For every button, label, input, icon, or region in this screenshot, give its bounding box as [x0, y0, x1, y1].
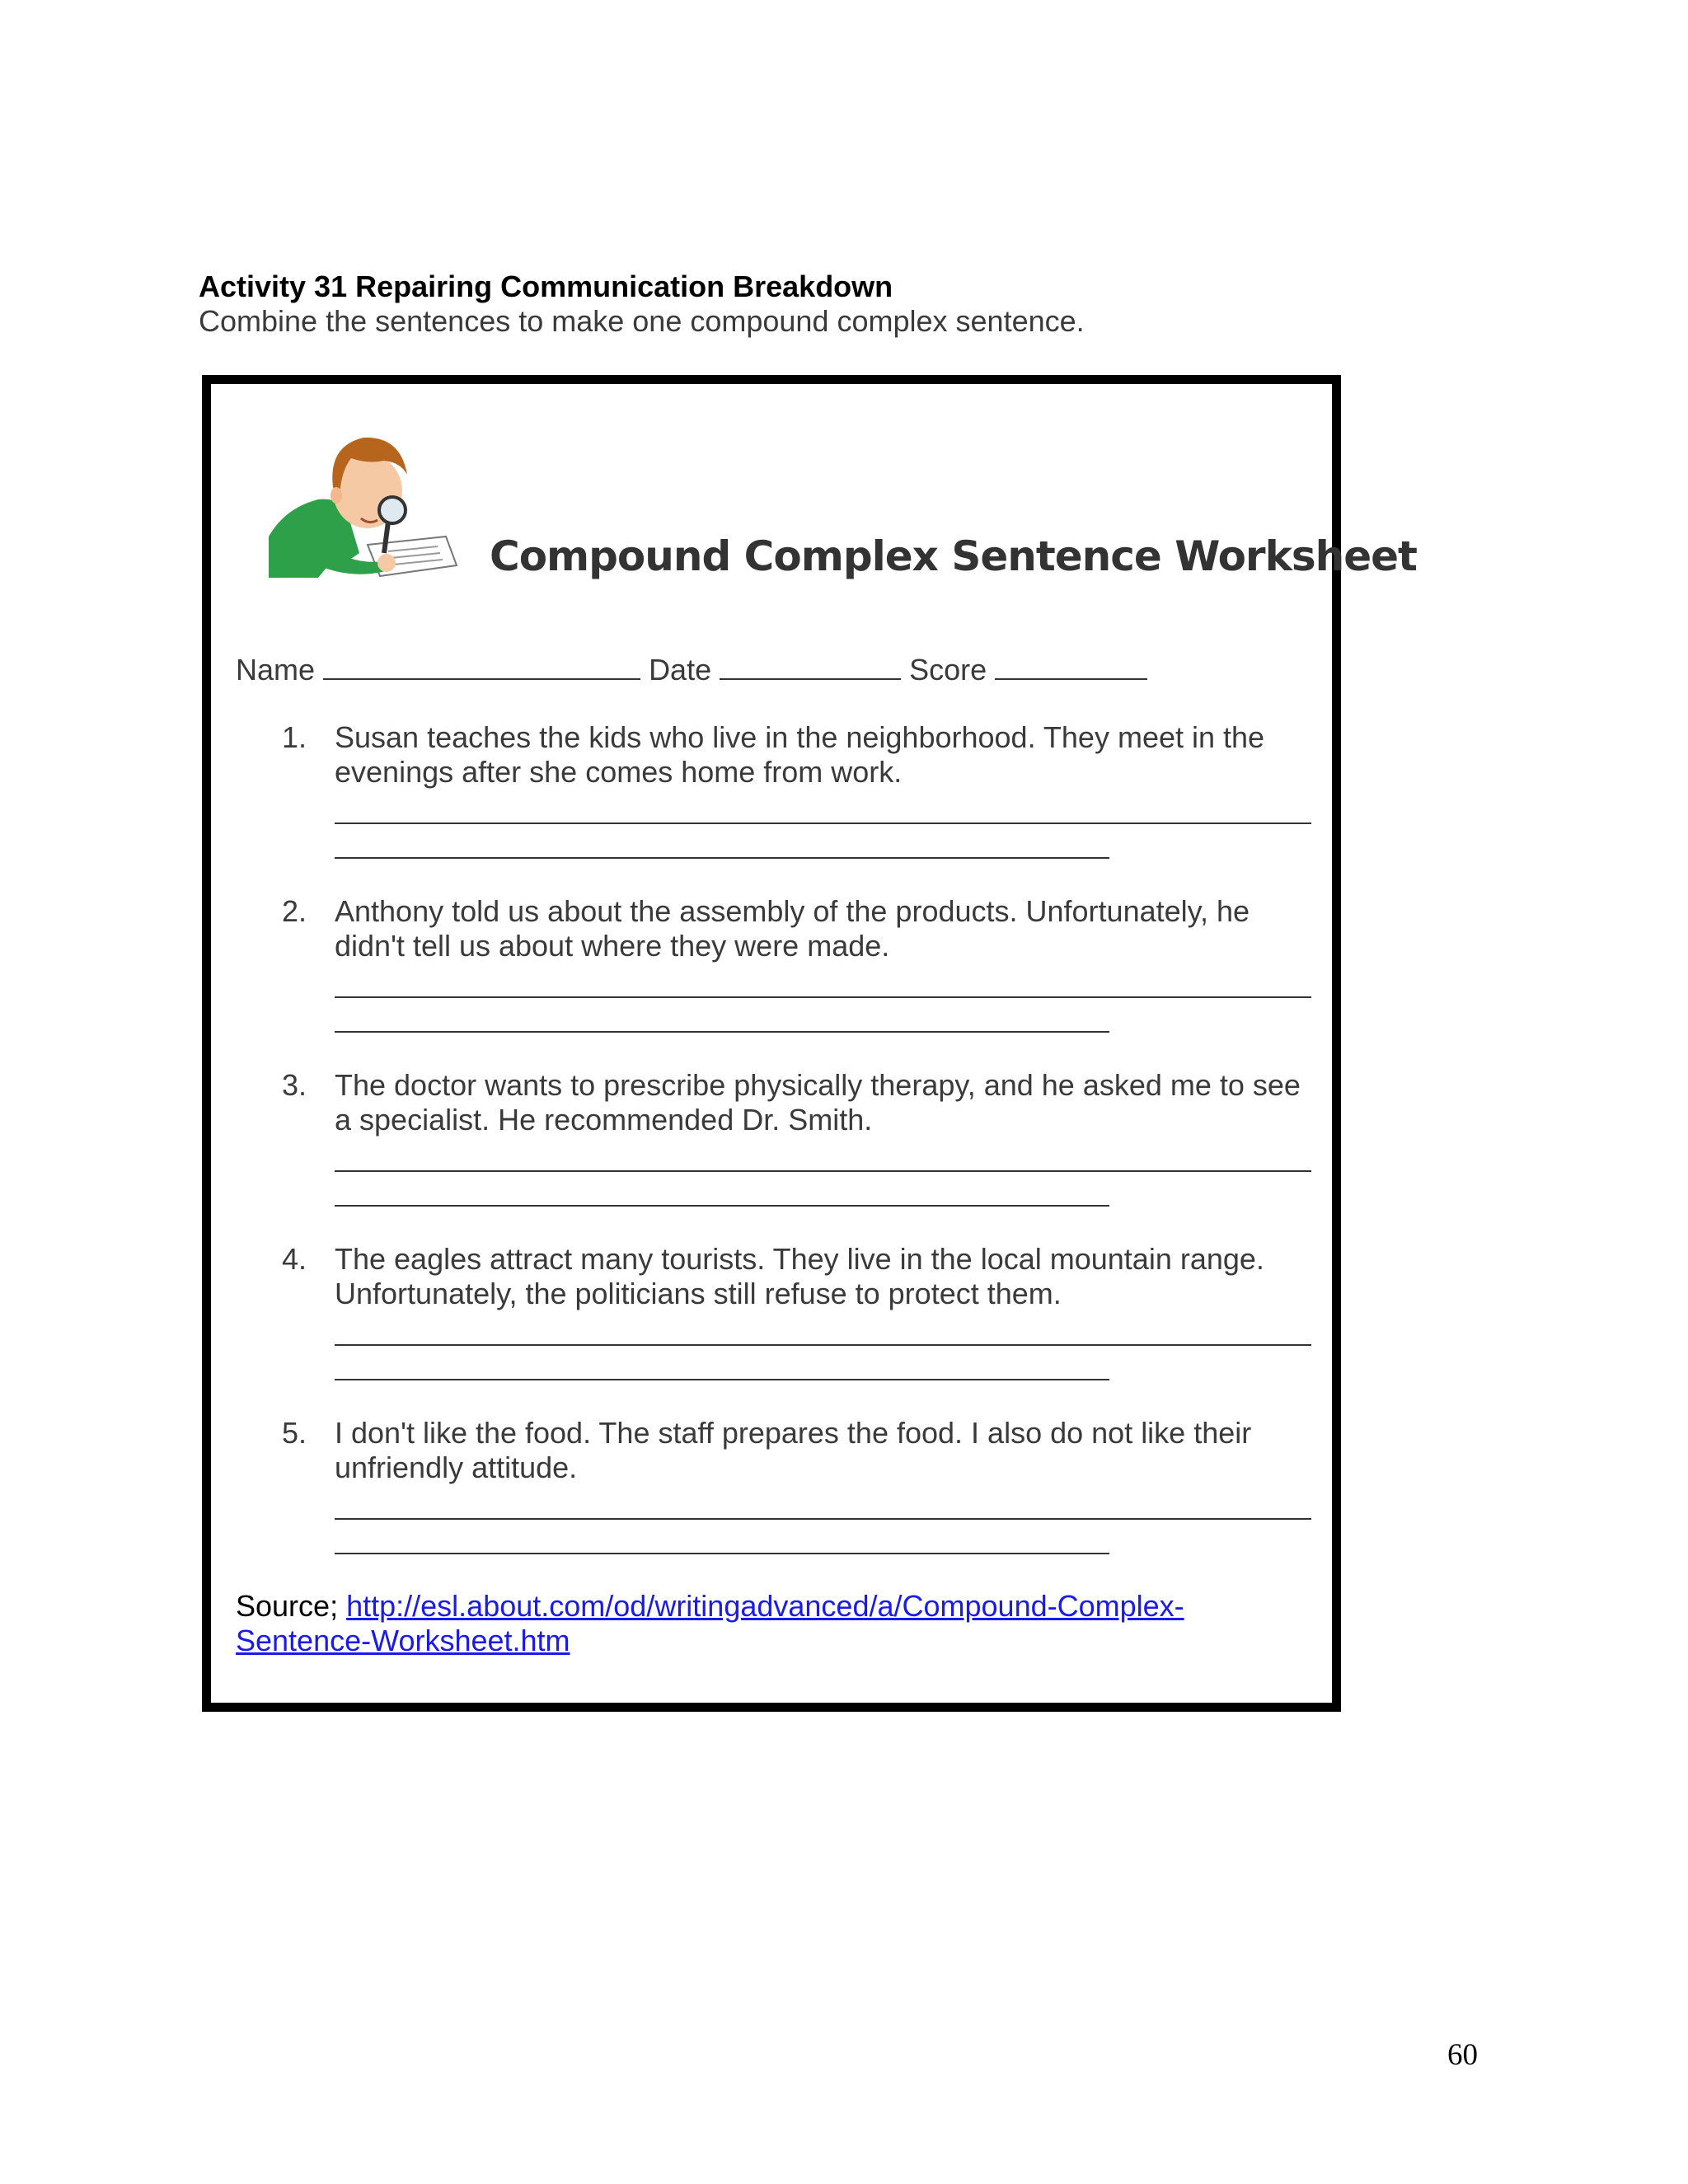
activity-instructions: Combine the sentences to make one compound complex sentence.	[199, 304, 1085, 338]
activity-title: Activity 31 Repairing Communication Breakdown	[199, 269, 893, 303]
question-number: 4.	[282, 1242, 307, 1276]
question-4	[236, 1242, 1332, 1416]
answer-line[interactable]	[335, 996, 1311, 998]
question-text: Susan teaches the kids who live in the neighborhood. They meet in the evenings after she comes home from work.	[335, 720, 1265, 789]
answer-line[interactable]	[335, 1553, 1109, 1554]
date-label: Date	[649, 653, 712, 687]
answer-line[interactable]	[335, 1344, 1311, 1346]
question-5	[236, 1416, 1332, 1590]
name-field[interactable]	[323, 654, 640, 680]
source-link[interactable]: http://esl.about.com/od/writingadvanced/a/Compound-Complex-Sentence-Worksheet.htm	[236, 1589, 1184, 1657]
question-number: 3.	[282, 1068, 307, 1102]
date-field[interactable]	[720, 654, 901, 680]
source-label: Source;	[236, 1589, 339, 1623]
question-number: 1.	[282, 720, 307, 754]
page-header	[199, 269, 1085, 339]
answer-line[interactable]	[335, 1170, 1311, 1172]
question-text: The doctor wants to prescribe physically therapy, and he asked me to see a specialist. He recommended Dr. Smith.	[335, 1068, 1301, 1137]
student-info-line	[236, 653, 1147, 687]
answer-line[interactable]	[335, 1379, 1109, 1380]
question-2	[236, 894, 1332, 1068]
question-list	[236, 720, 1332, 1590]
worksheet-title: Compound Complex Sentence Worksheet	[490, 532, 1417, 580]
child-reading-with-magnifier-icon	[269, 421, 458, 586]
answer-line[interactable]	[335, 1518, 1311, 1520]
score-field[interactable]	[995, 654, 1147, 680]
worksheet-box	[202, 375, 1417, 1712]
answer-line[interactable]	[335, 1031, 1109, 1033]
page-number: 60	[1447, 2038, 1478, 2072]
question-text: Anthony told us about the assembly of the products. Unfortunately, he didn't tell us about where they were made.	[335, 894, 1250, 963]
answer-line[interactable]	[335, 823, 1311, 824]
question-number: 2.	[282, 894, 307, 928]
score-label: Score	[909, 653, 987, 687]
answer-line[interactable]	[335, 857, 1109, 859]
question-3	[236, 1068, 1332, 1242]
question-text: The eagles attract many tourists. They live in the local mountain range. Unfortunately, the politicians still refuse to protect them.	[335, 1242, 1264, 1310]
name-label: Name	[236, 653, 316, 687]
answer-line[interactable]	[335, 1205, 1109, 1207]
question-text: I don't like the food. The staff prepares the food. I also do not like their unfriendly attitude.	[335, 1416, 1252, 1484]
source-citation	[236, 1589, 1307, 1658]
question-1	[236, 720, 1332, 894]
question-number: 5.	[282, 1416, 307, 1450]
